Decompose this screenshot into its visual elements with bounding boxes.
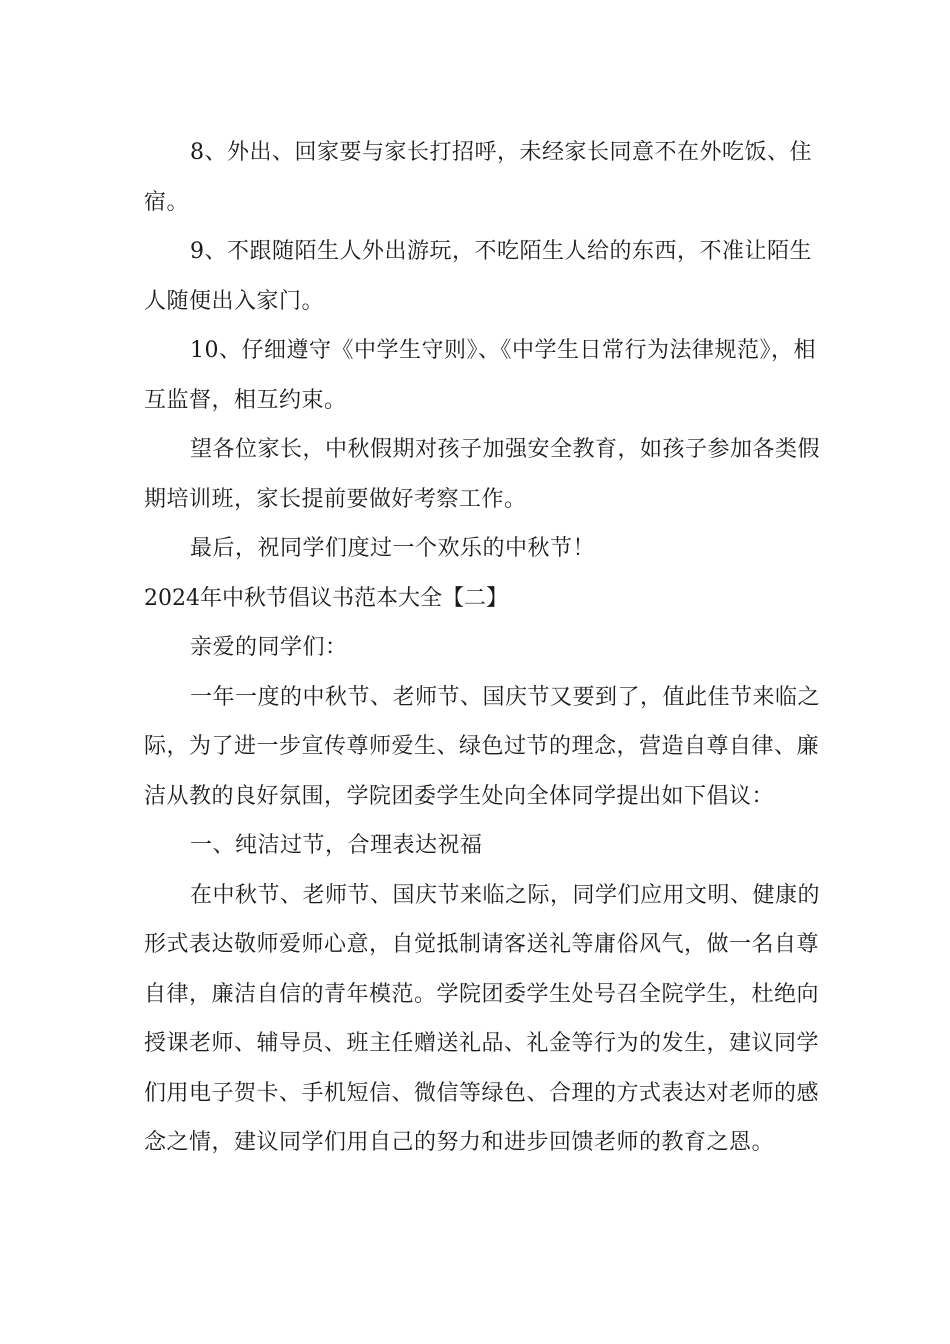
intro-paragraph: 一年一度的中秋节、老师节、国庆节又要到了，值此佳节来临之际，为了进一步宣传尊师爱生、绿色过节的理念，营造自尊自律、廉洁从教的良好氛围，学院团委学生处向全体同学提出如下倡议： <box>144 684 821 809</box>
paragraph-item-9: 9、不跟随陌生人外出游玩，不吃陌生人给的东西，不准让陌生人随便出入家门。 <box>144 239 812 314</box>
paragraph-item-8: 8、外出、回家要与家长打招呼，未经家长同意不在外吃饭、住宿。 <box>144 140 812 215</box>
paragraph-parents-note: 望各位家长，中秋假期对孩子加强安全教育，如孩子参加各类假期培训班，家长提前要做好考察工作。 <box>144 437 821 512</box>
document-body <box>144 128 820 1168</box>
section-title: 2024年中秋节倡议书范本大全【二】 <box>144 585 508 611</box>
paragraph-closing-wish: 最后，祝同学们度过一个欢乐的中秋节！ <box>190 536 596 561</box>
paragraph-item-10: 10、仔细遵守《中学生守则》、《中学生日常行为法律规范》，相互监督，相互约束。 <box>144 338 816 413</box>
proposal-heading: 一、纯洁过节，合理表达祝福 <box>190 833 483 858</box>
salutation: 亲爱的同学们： <box>190 635 348 660</box>
proposal-paragraph: 在中秋节、老师节、国庆节来临之际，同学们应用文明、健康的形式表达敬师爱师心意，自觉抵制请客送礼等庸俗风气，做一名自尊自律，廉洁自信的青年模范。学院团委学生处号召全院学生，杜绝向授课老师、辅导员、班主任赠送礼品、礼金等行为的发生，建议同学们用电子贺卡、手机短信、微信等绿色、合理的方式表达对老师的感念之情，建议同学们用自己的努力和进步回馈老师的教育之恩。 <box>144 882 821 1155</box>
